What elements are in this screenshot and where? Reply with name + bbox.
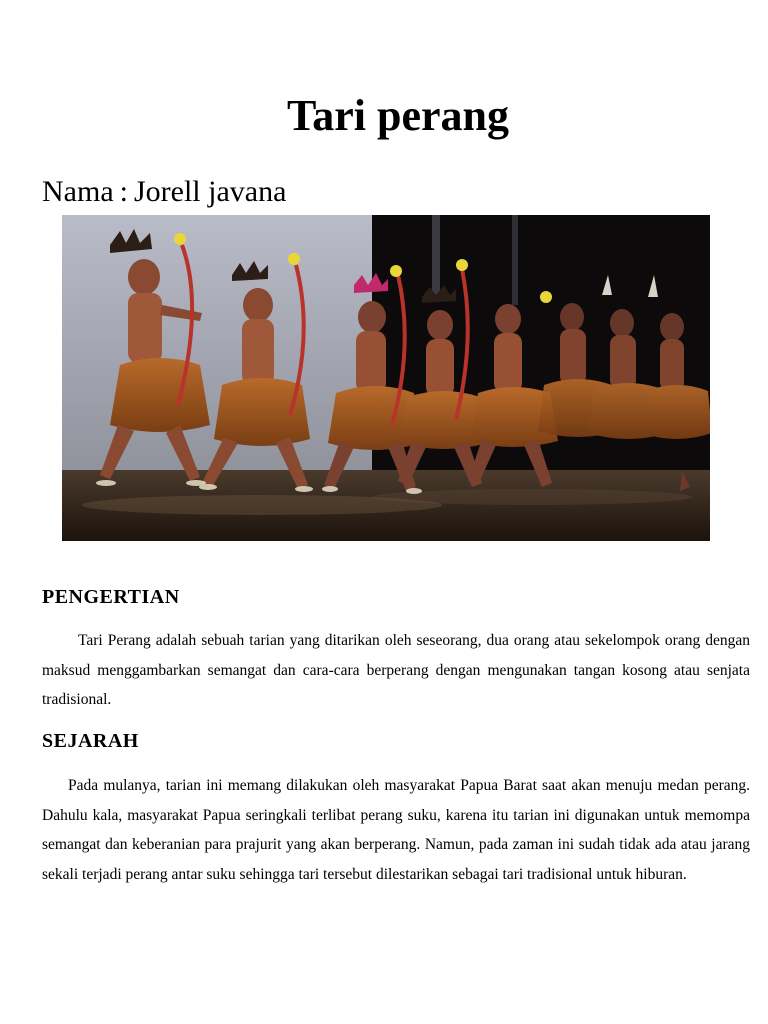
dancers-photo: [62, 215, 710, 541]
author-separator: :: [119, 175, 128, 208]
section-body-pengertian: [42, 626, 750, 715]
page-title: Tari perang: [286, 91, 510, 140]
author-label: Nama: [42, 175, 114, 208]
section-body-sejarah-text: Pada mulanya, tarian ini memang dilakukan oleh masyarakat Papua Barat saat akan menuju medan perang. Dahulu kala, masyarakat Papua seringkali terlibat perang suku, karena itu tarian ini digunakan untuk memompa semangat dan keberanian para prajurit yang akan berperang. Namun, pada zaman ini sudah tidak ada atau jarang sekali terjadi perang antar suku sehingga tari tersebut dilestarikan sebagai tari tradisional untuk hiburan.: [42, 777, 750, 883]
section-heading-sejarah: SEJARAH: [42, 730, 139, 752]
section-body-pengertian-text: Tari Perang adalah sebuah tarian yang ditarikan oleh seseorang, dua orang atau sekelompok orang dengan maksud menggambarkan semangat dan cara-cara berperang dengan mengunakan tangan kosong atau senjata tradisional.: [42, 632, 750, 708]
author-line: [42, 172, 286, 212]
section-body-sejarah: [42, 771, 750, 889]
author-name: Jorell javana: [133, 175, 287, 208]
section-heading-pengertian: PENGERTIAN: [42, 586, 180, 608]
dancers-illustration: [62, 215, 710, 541]
